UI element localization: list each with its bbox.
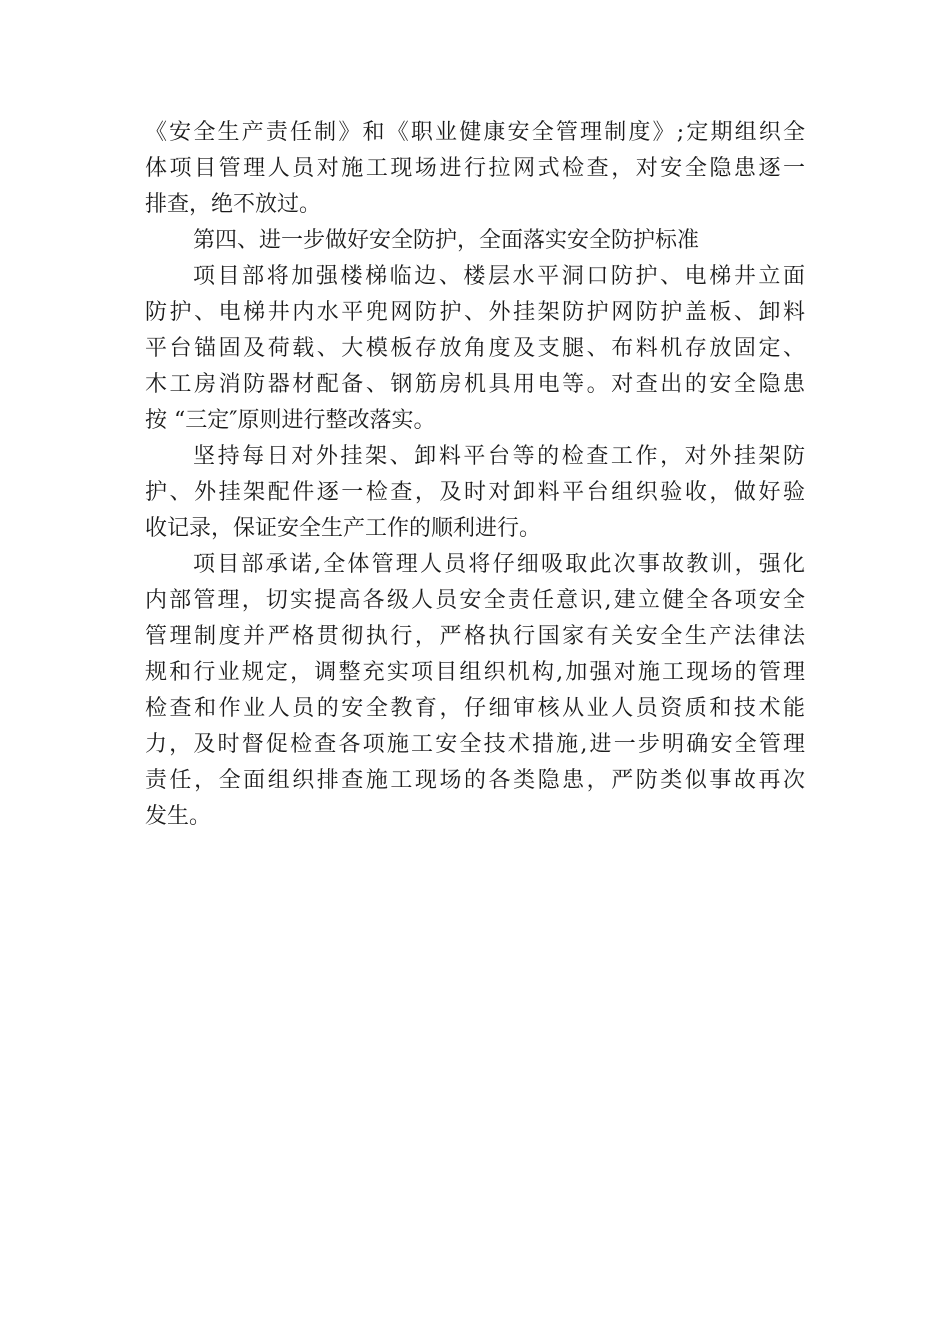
text-line: 护、外挂架配件逐一检查，及时对卸料平台组织验收，做好验 [145, 480, 805, 505]
document-body [145, 115, 805, 835]
text-line: 项目部将加强楼梯临边、楼层水平洞口防护、电梯井立面 [193, 264, 805, 289]
text-line: 排查，绝不放过。 [145, 192, 322, 217]
section-heading: 第四、进一步做好安全防护，全面落实安全防护标准 [193, 228, 700, 253]
text-line: 按 “三定″原则进行整改落实。 [145, 408, 436, 433]
text-line: 防护、电梯井内水平兜网防护、外挂架防护网防护盖板、卸料 [145, 300, 805, 325]
text-line: 发生。 [145, 804, 212, 829]
text-line: 项目部承诺,全体管理人员将仔细吸取此次事故教训，强化 [193, 552, 805, 577]
text-line: 内部管理，切实提高各级人员安全责任意识,建立健全各项安全 [145, 588, 805, 613]
text-line: 木工房消防器材配备、钢筋房机具用电等。对查出的安全隐患 [145, 372, 805, 397]
text-line: 力，及时督促检查各项施工安全技术措施,进一步明确安全管理 [145, 732, 805, 757]
text-line: 责任，全面组织排查施工现场的各类隐患，严防类似事故再次 [145, 768, 805, 793]
text-line: 《安全生产责任制》和《职业健康安全管理制度》;定期组织全 [145, 120, 805, 145]
text-line: 规和行业规定，调整充实项目组织机构,加强对施工现场的管理 [145, 660, 805, 685]
text-line: 体项目管理人员对施工现场进行拉网式检查，对安全隐患逐一 [145, 156, 805, 181]
text-line: 平台锚固及荷载、大模板存放角度及支腿、布料机存放固定、 [145, 336, 805, 361]
text-line: 收记录，保证安全生产工作的顺利进行。 [145, 516, 542, 541]
text-line: 检查和作业人员的安全教育，仔细审核从业人员资质和技术能 [145, 696, 805, 721]
text-line: 坚持每日对外挂架、卸料平台等的检查工作，对外挂架防 [193, 444, 805, 469]
text-line: 管理制度并严格贯彻执行，严格执行国家有关安全生产法律法 [145, 624, 805, 649]
